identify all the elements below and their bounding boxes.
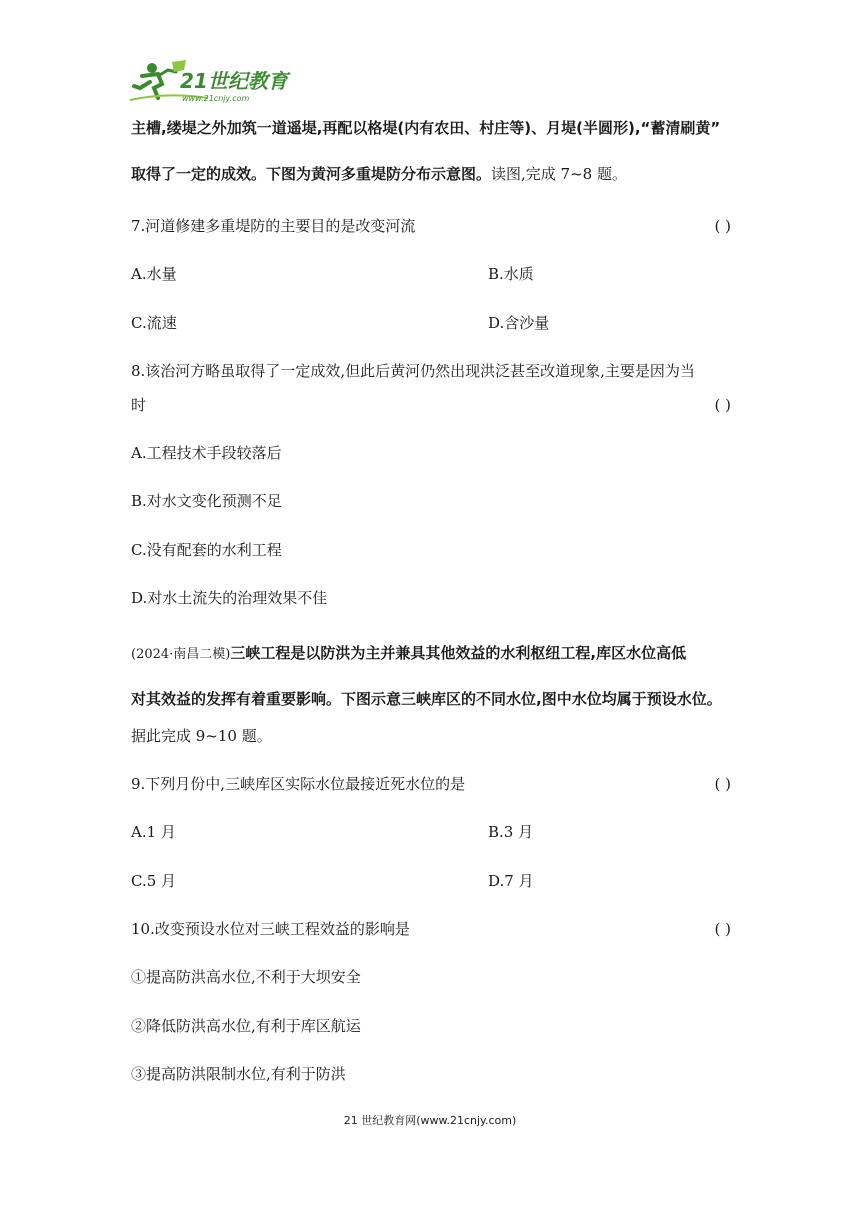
intro2-source: (2024·南昌二模) xyxy=(131,647,231,662)
intro2-line1 xyxy=(131,643,686,665)
logo-url: www.21cnjy.com xyxy=(182,94,250,103)
intro1-line2-bold: 取得了一定的成效。下图为黄河多重堤防分布示意图。 xyxy=(131,165,492,183)
question-7-text: 7.河道修建多重堤防的主要目的是改变河流 xyxy=(131,217,416,235)
q8-option-a: A.工程技术手段较落后 xyxy=(131,444,282,462)
q7-option-d: D.含沙量 xyxy=(488,314,550,332)
q7-option-a: A.水量 xyxy=(131,265,177,283)
q9-option-c: C.5 月 xyxy=(131,872,177,890)
question-8 xyxy=(131,395,731,417)
answer-blank: ( ) xyxy=(714,396,731,414)
answer-blank: ( ) xyxy=(714,217,731,235)
question-10 xyxy=(131,919,731,941)
intro1-line2 xyxy=(131,164,627,184)
question-9 xyxy=(131,774,731,796)
logo xyxy=(128,58,298,104)
logo-runner-icon xyxy=(128,58,298,104)
question-7 xyxy=(131,216,731,238)
intro2-line1-bold: 三峡工程是以防洪为主并兼具其他效益的水利枢纽工程,库区水位高低 xyxy=(230,644,687,662)
q8-option-c: C.没有配套的水利工程 xyxy=(131,541,282,559)
q8-option-d: D.对水土流失的治理效果不佳 xyxy=(131,589,328,607)
q9-option-a: A.1 月 xyxy=(131,823,176,841)
question-9-text: 9.下列月份中,三峡库区实际水位最接近死水位的是 xyxy=(131,775,466,793)
q8-option-b: B.对水文变化预测不足 xyxy=(131,492,282,510)
intro2-line3: 据此完成 9~10 题。 xyxy=(131,727,272,745)
answer-blank: ( ) xyxy=(714,775,731,793)
question-10-text: 10.改变预设水位对三峡工程效益的影响是 xyxy=(131,920,410,938)
q10-item-3: ③提高防洪限制水位,有利于防洪 xyxy=(131,1065,346,1083)
intro2-line2: 对其效益的发挥有着重要影响。下图示意三峡库区的不同水位,图中水位均属于预设水位。 xyxy=(131,690,722,708)
page-footer: 21 世纪教育网(www.21cnjy.com) xyxy=(343,1114,517,1127)
q9-option-d: D.7 月 xyxy=(488,872,534,890)
q10-item-2: ②降低防洪高水位,有利于库区航运 xyxy=(131,1017,361,1035)
question-8-text-line1: 8.该治河方略虽取得了一定成效,但此后黄河仍然出现洪泛甚至改道现象,主要是因为当 xyxy=(131,362,695,380)
q7-option-c: C.流速 xyxy=(131,314,177,332)
logo-text: 21世纪教育 xyxy=(180,69,288,93)
intro1-line1: 主槽,缕堤之外加筑一道遥堤,再配以格堤(内有农田、村庄等)、月堤(半圆形),“蓄清刷黄” xyxy=(131,119,721,137)
q7-option-b: B.水质 xyxy=(488,265,534,283)
answer-blank: ( ) xyxy=(714,920,731,938)
intro1-line2-rest: 读图,完成 7~8 题。 xyxy=(491,165,627,183)
q10-item-1: ①提高防洪高水位,不利于大坝安全 xyxy=(131,968,361,986)
question-8-text-line2: 时 xyxy=(131,396,147,414)
q9-option-b: B.3 月 xyxy=(488,823,534,841)
